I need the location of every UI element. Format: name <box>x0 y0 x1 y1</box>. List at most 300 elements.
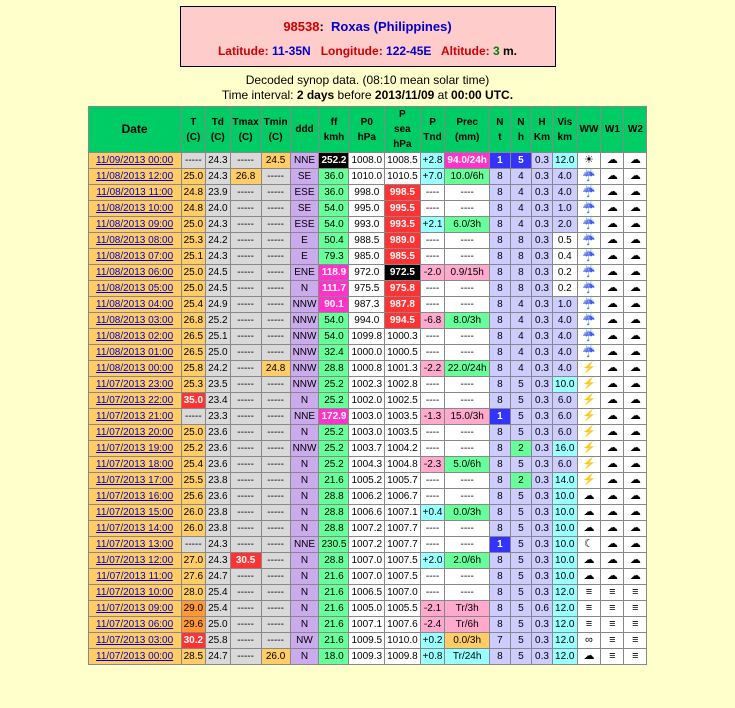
weather-symbol-w1 <box>601 185 624 201</box>
cell-tmax: ----- <box>230 233 261 249</box>
cloud-icon: ☁ <box>606 266 618 278</box>
weather-symbol-ww <box>577 249 601 265</box>
cell-ff: 90.1 <box>319 297 349 313</box>
cell-vis: 0.2 <box>553 265 577 281</box>
column-header-psea: P sea hPa <box>385 107 421 153</box>
cell-td: 23.4 <box>206 393 230 409</box>
cell-tmin: ----- <box>261 553 290 569</box>
row-date-link[interactable]: 11/08/2013 09:00 <box>88 217 181 233</box>
cell-ddd: NNE <box>290 537 319 553</box>
cell-ptnd: ---- <box>420 489 445 505</box>
cell-tmax: ----- <box>230 521 261 537</box>
cloud-icon: ☁ <box>629 554 641 566</box>
cell-p0: 1005.0 <box>349 601 385 617</box>
cell-tmin: ----- <box>261 217 290 233</box>
cell-vis: 0.5 <box>553 233 577 249</box>
row-date-link[interactable]: 11/07/2013 13:00 <box>88 537 181 553</box>
cell-p0: 1007.0 <box>349 553 385 569</box>
cell-t: 30.2 <box>181 633 205 649</box>
weather-symbol-w1 <box>601 601 624 617</box>
cell-n: 8 <box>489 441 510 457</box>
cell-t: 25.3 <box>181 377 205 393</box>
cell-psea: 993.5 <box>385 217 421 233</box>
weather-symbol-ww <box>577 185 601 201</box>
row-date-link[interactable]: 11/07/2013 17:00 <box>88 473 181 489</box>
cell-tmin: ----- <box>261 329 290 345</box>
cell-ptnd: ---- <box>420 425 445 441</box>
row-date-link[interactable]: 11/07/2013 15:00 <box>88 505 181 521</box>
cell-t: 25.4 <box>181 457 205 473</box>
cell-nh: 5 <box>510 505 531 521</box>
cell-td: 23.3 <box>206 409 230 425</box>
row-date-link[interactable]: 11/08/2013 01:00 <box>88 345 181 361</box>
column-header-tmax: Tmax (C) <box>230 107 261 153</box>
cell-td: 24.7 <box>206 649 230 665</box>
row-date-link[interactable]: 11/08/2013 12:00 <box>88 169 181 185</box>
row-date-link[interactable]: 11/07/2013 16:00 <box>88 489 181 505</box>
row-date-link[interactable]: 11/08/2013 10:00 <box>88 201 181 217</box>
cloud-icon: ☁ <box>629 330 641 342</box>
cell-vis: 10.0 <box>553 505 577 521</box>
cell-n: 8 <box>489 217 510 233</box>
station-number: 98538 <box>283 19 320 34</box>
weather-symbol-w1 <box>601 473 624 489</box>
cell-psea: 1004.8 <box>385 457 421 473</box>
cell-tmax: ----- <box>230 361 261 377</box>
cell-tmin: 24.5 <box>261 153 290 169</box>
rain-icon: ☔ <box>582 218 596 230</box>
rain-icon: ☔ <box>582 346 596 358</box>
cell-prec: Tr/24h <box>445 649 489 665</box>
cell-p0: 1007.2 <box>349 537 385 553</box>
cell-tmin: ----- <box>261 313 290 329</box>
latitude-label: Latitude: <box>217 44 269 58</box>
cell-h: 0.3 <box>531 281 552 297</box>
table-row <box>88 153 647 169</box>
row-date-link[interactable]: 11/07/2013 20:00 <box>88 425 181 441</box>
cell-nh: 5 <box>510 585 531 601</box>
cell-t: 24.8 <box>181 201 205 217</box>
cloud-icon: ☁ <box>629 394 641 406</box>
weather-symbol-w2 <box>624 537 647 553</box>
rain-icon: ☔ <box>582 250 596 262</box>
cell-h: 0.3 <box>531 617 552 633</box>
cloud-icon: ☁ <box>629 202 641 214</box>
cell-vis: 12.0 <box>553 153 577 169</box>
cell-p0: 1007.0 <box>349 569 385 585</box>
cell-t: 29.6 <box>181 617 205 633</box>
weather-symbol-w2 <box>624 345 647 361</box>
cell-h: 0.3 <box>531 169 552 185</box>
cell-ff: 36.0 <box>319 185 349 201</box>
cell-p0: 987.3 <box>349 297 385 313</box>
cloud-icon: ☁ <box>629 506 641 518</box>
cell-vis: 4.0 <box>553 313 577 329</box>
cell-n: 8 <box>489 249 510 265</box>
cell-p0: 1099.8 <box>349 329 385 345</box>
cloud-icon: ☁ <box>606 474 618 486</box>
cell-h: 0.3 <box>531 457 552 473</box>
cell-h: 0.3 <box>531 441 552 457</box>
cell-nh: 4 <box>510 361 531 377</box>
cell-ddd: ENE <box>290 265 319 281</box>
cell-ddd: N <box>290 473 319 489</box>
cell-p0: 1010.0 <box>349 169 385 185</box>
cell-h: 0.3 <box>531 473 552 489</box>
cell-h: 0.3 <box>531 569 552 585</box>
cell-prec: ---- <box>445 393 489 409</box>
cell-ptnd: ---- <box>420 393 445 409</box>
cell-tmin: ----- <box>261 441 290 457</box>
row-date-link[interactable]: 11/08/2013 02:00 <box>88 329 181 345</box>
cloud-icon: ☁ <box>606 186 618 198</box>
weather-symbol-w2 <box>624 361 647 377</box>
haze-icon: ≡ <box>609 586 616 598</box>
table-row <box>88 617 647 633</box>
rain-icon: ☔ <box>582 202 596 214</box>
cell-nh: 2 <box>510 441 531 457</box>
cloud-icon: ☁ <box>606 490 618 502</box>
cloud-icon: ☁ <box>629 266 641 278</box>
cell-ptnd: -2.4 <box>420 617 445 633</box>
cell-td: 24.3 <box>206 249 230 265</box>
cell-td: 25.8 <box>206 633 230 649</box>
cell-nh: 5 <box>510 649 531 665</box>
row-date-link[interactable]: 11/07/2013 09:00 <box>88 601 181 617</box>
cell-ptnd: ---- <box>420 201 445 217</box>
cell-t: 25.0 <box>181 217 205 233</box>
table-row <box>88 521 647 537</box>
cell-ff: 28.8 <box>319 489 349 505</box>
table-row <box>88 265 647 281</box>
cell-vis: 12.0 <box>553 617 577 633</box>
cell-ptnd: ---- <box>420 537 445 553</box>
cell-ptnd: ---- <box>420 377 445 393</box>
weather-symbol-w1 <box>601 617 624 633</box>
row-date-link[interactable]: 11/08/2013 06:00 <box>88 265 181 281</box>
cell-psea: 1007.1 <box>385 505 421 521</box>
altitude-label: Altitude: <box>440 44 490 58</box>
weather-symbol-w1 <box>601 489 624 505</box>
cell-p0: 975.5 <box>349 281 385 297</box>
cell-vis: 4.0 <box>553 329 577 345</box>
row-date-link[interactable]: 11/08/2013 08:00 <box>88 233 181 249</box>
cloud-icon: ☁ <box>606 362 618 374</box>
cell-prec: ---- <box>445 329 489 345</box>
haze-icon: ≡ <box>632 650 639 662</box>
weather-symbol-w1 <box>601 265 624 281</box>
cell-ptnd: -6.8 <box>420 313 445 329</box>
rain-icon: ☔ <box>582 266 596 278</box>
haze-icon: ≡ <box>609 618 616 630</box>
weather-symbol-w1 <box>601 457 624 473</box>
weather-symbol-ww <box>577 537 601 553</box>
weather-symbol-w2 <box>624 441 647 457</box>
weather-symbol-w1 <box>601 537 624 553</box>
cell-tmin: ----- <box>261 617 290 633</box>
row-date-link[interactable]: 11/07/2013 00:00 <box>88 649 181 665</box>
weather-symbol-w1 <box>601 521 624 537</box>
cell-ddd: N <box>290 521 319 537</box>
weather-symbol-ww <box>577 617 601 633</box>
cell-ptnd: ---- <box>420 473 445 489</box>
cell-psea: 1000.5 <box>385 345 421 361</box>
cloud-icon: ☁ <box>629 458 641 470</box>
cell-vis: 12.0 <box>553 585 577 601</box>
column-header-vis: Vis km <box>553 107 577 153</box>
cell-tmax: ----- <box>230 217 261 233</box>
row-date-link[interactable]: 11/07/2013 12:00 <box>88 553 181 569</box>
cell-nh: 5 <box>510 633 531 649</box>
weather-symbol-ww <box>577 441 601 457</box>
cell-vis: 2.0 <box>553 217 577 233</box>
weather-symbol-w1 <box>601 233 624 249</box>
cell-td: 24.5 <box>206 265 230 281</box>
cloud-icon: ☁ <box>606 346 618 358</box>
weather-symbol-w2 <box>624 505 647 521</box>
cell-psea: 1004.2 <box>385 441 421 457</box>
row-date-link[interactable]: 11/07/2013 18:00 <box>88 457 181 473</box>
cell-td: 23.8 <box>206 505 230 521</box>
cell-nh: 5 <box>510 393 531 409</box>
cell-prec: ---- <box>445 521 489 537</box>
cloud-icon: ☁ <box>606 218 618 230</box>
weather-symbol-ww <box>577 585 601 601</box>
cell-h: 0.3 <box>531 217 552 233</box>
cloud-icon: ☁ <box>629 538 641 550</box>
longitude-label: Longitude: <box>320 44 383 58</box>
column-header-date: Date <box>88 107 181 153</box>
weather-symbol-w2 <box>624 601 647 617</box>
cell-nh: 5 <box>510 601 531 617</box>
cell-p0: 1007.1 <box>349 617 385 633</box>
row-date-link[interactable]: 11/07/2013 23:00 <box>88 377 181 393</box>
cell-n: 8 <box>489 553 510 569</box>
column-header-prec: Prec (mm) <box>445 107 489 153</box>
column-header-h: H Km <box>531 107 552 153</box>
row-date-link[interactable]: 11/08/2013 00:00 <box>88 361 181 377</box>
cell-t: 25.4 <box>181 297 205 313</box>
cell-t: ----- <box>181 409 205 425</box>
cell-p0: 988.5 <box>349 233 385 249</box>
cloud-icon: ☁ <box>629 522 641 534</box>
station-name: Roxas (Philippines) <box>331 19 452 34</box>
cell-prec: 2.0/6h <box>445 553 489 569</box>
cell-tmax: ----- <box>230 345 261 361</box>
table-row <box>88 185 647 201</box>
cell-n: 8 <box>489 425 510 441</box>
cell-n: 8 <box>489 281 510 297</box>
cell-ff: 21.6 <box>319 617 349 633</box>
cell-ptnd: +2.0 <box>420 553 445 569</box>
cloud-icon: ☁ <box>606 410 618 422</box>
column-header-ww: WW <box>577 107 601 153</box>
cell-ff: 25.2 <box>319 393 349 409</box>
weather-symbol-ww <box>577 217 601 233</box>
cell-tmax: ----- <box>230 633 261 649</box>
weather-symbol-ww <box>577 457 601 473</box>
rain-icon: ☔ <box>582 234 596 246</box>
cell-ptnd: ---- <box>420 585 445 601</box>
cell-tmax: ----- <box>230 505 261 521</box>
cell-tmin: ----- <box>261 201 290 217</box>
cell-ff: 21.6 <box>319 601 349 617</box>
cloud-icon: ☁ <box>629 362 641 374</box>
cloud-icon: ☁ <box>583 554 595 566</box>
row-date-link[interactable]: 11/07/2013 11:00 <box>88 569 181 585</box>
row-date-link[interactable]: 11/07/2013 14:00 <box>88 521 181 537</box>
cell-prec: 10.0/6h <box>445 169 489 185</box>
cell-prec: ---- <box>445 249 489 265</box>
cell-p0: 1002.0 <box>349 393 385 409</box>
row-date-link[interactable]: 11/07/2013 03:00 <box>88 633 181 649</box>
table-row <box>88 377 647 393</box>
table-row <box>88 329 647 345</box>
cell-psea: 1007.7 <box>385 521 421 537</box>
cloud-icon: ☁ <box>606 234 618 246</box>
row-date-link[interactable]: 11/07/2013 06:00 <box>88 617 181 633</box>
cell-prec: ---- <box>445 233 489 249</box>
cell-tmin: 26.0 <box>261 649 290 665</box>
column-header-ff: ff kmh <box>319 107 349 153</box>
cell-ptnd: -2.0 <box>420 265 445 281</box>
row-date-link[interactable]: 11/07/2013 10:00 <box>88 585 181 601</box>
haze-icon: ≡ <box>609 602 616 614</box>
cell-n: 1 <box>489 409 510 425</box>
table-row <box>88 489 647 505</box>
cell-tmax: ----- <box>230 377 261 393</box>
cell-tmax: ----- <box>230 329 261 345</box>
cell-tmin: ----- <box>261 569 290 585</box>
cell-h: 0.3 <box>531 489 552 505</box>
row-date-link[interactable]: 11/08/2013 11:00 <box>88 185 181 201</box>
row-date-link[interactable]: 11/07/2013 21:00 <box>88 409 181 425</box>
cloud-icon: ☁ <box>606 442 618 454</box>
cell-ff: 28.8 <box>319 505 349 521</box>
cloud-icon: ☁ <box>583 570 595 582</box>
row-date-link[interactable]: 11/08/2013 03:00 <box>88 313 181 329</box>
cell-n: 8 <box>489 345 510 361</box>
cell-prec: ---- <box>445 569 489 585</box>
weather-symbol-w2 <box>624 553 647 569</box>
weather-symbol-ww <box>577 345 601 361</box>
weather-symbol-ww <box>577 553 601 569</box>
weather-symbol-ww <box>577 377 601 393</box>
cell-ff: 25.2 <box>319 441 349 457</box>
weather-symbol-w1 <box>601 553 624 569</box>
weather-symbol-w2 <box>624 313 647 329</box>
cell-prec: 0.0/3h <box>445 505 489 521</box>
cell-h: 0.3 <box>531 329 552 345</box>
cell-vis: 10.0 <box>553 553 577 569</box>
cell-vis: 1.0 <box>553 297 577 313</box>
cell-n: 8 <box>489 329 510 345</box>
cell-prec: 22.0/24h <box>445 361 489 377</box>
station-title: 98538: Roxas (Philippines) <box>283 19 452 34</box>
cell-td: 25.2 <box>206 313 230 329</box>
cloud-icon: ☁ <box>606 330 618 342</box>
cell-p0: 1003.0 <box>349 409 385 425</box>
cell-psea: 989.0 <box>385 233 421 249</box>
cell-p0: 1004.3 <box>349 457 385 473</box>
cell-tmin: ----- <box>261 633 290 649</box>
cloud-icon: ☁ <box>629 250 641 262</box>
cell-ddd: NNW <box>290 377 319 393</box>
altitude-unit: m. <box>503 44 518 58</box>
cell-tmax: ----- <box>230 601 261 617</box>
cloud-icon: ☁ <box>629 314 641 326</box>
cell-p0: 1006.6 <box>349 505 385 521</box>
cell-tmax: ----- <box>230 297 261 313</box>
station-header-box <box>180 6 556 67</box>
cell-tmin: ----- <box>261 521 290 537</box>
cell-h: 0.3 <box>531 249 552 265</box>
cell-psea: 987.8 <box>385 297 421 313</box>
cell-td: 24.5 <box>206 281 230 297</box>
row-date-link[interactable]: 11/09/2013 00:00 <box>88 153 181 169</box>
row-date-link[interactable]: 11/07/2013 19:00 <box>88 441 181 457</box>
weather-symbol-ww <box>577 473 601 489</box>
cell-psea: 972.5 <box>385 265 421 281</box>
weather-symbol-w1 <box>601 297 624 313</box>
cell-ptnd: ---- <box>420 345 445 361</box>
cell-ff: 25.2 <box>319 425 349 441</box>
cell-vis: 10.0 <box>553 569 577 585</box>
cell-ff: 25.2 <box>319 457 349 473</box>
lightning-icon: ⚡ <box>582 410 596 422</box>
cell-psea: 1007.7 <box>385 537 421 553</box>
cell-tmax: ----- <box>230 153 261 169</box>
weather-symbol-ww <box>577 361 601 377</box>
row-date-link[interactable]: 11/07/2013 22:00 <box>88 393 181 409</box>
cell-td: 24.3 <box>206 153 230 169</box>
cell-nh: 5 <box>510 537 531 553</box>
cell-p0: 1006.5 <box>349 585 385 601</box>
cell-t: 25.3 <box>181 233 205 249</box>
cell-psea: 1005.7 <box>385 473 421 489</box>
cell-ff: 28.8 <box>319 361 349 377</box>
cell-td: 25.0 <box>206 617 230 633</box>
cell-nh: 5 <box>510 425 531 441</box>
cell-ptnd: -2.1 <box>420 601 445 617</box>
lightning-icon: ⚡ <box>582 362 596 374</box>
row-date-link[interactable]: 11/08/2013 04:00 <box>88 297 181 313</box>
haze-icon: ≡ <box>585 586 593 598</box>
cell-h: 0.3 <box>531 297 552 313</box>
station-coords <box>185 44 551 58</box>
cell-ptnd: ---- <box>420 185 445 201</box>
cell-tmax: ----- <box>230 393 261 409</box>
cloud-icon: ☁ <box>606 314 618 326</box>
cloud-icon: ☁ <box>606 426 618 438</box>
cell-t: 24.8 <box>181 185 205 201</box>
row-date-link[interactable]: 11/08/2013 05:00 <box>88 281 181 297</box>
haze-icon: ≡ <box>632 618 639 630</box>
cell-nh: 8 <box>510 249 531 265</box>
cell-td: 23.6 <box>206 441 230 457</box>
lightning-icon: ⚡ <box>582 426 596 438</box>
row-date-link[interactable]: 11/08/2013 07:00 <box>88 249 181 265</box>
cell-ff: 25.2 <box>319 377 349 393</box>
weather-symbol-w2 <box>624 201 647 217</box>
cell-tmin: ----- <box>261 425 290 441</box>
cell-t: 25.6 <box>181 489 205 505</box>
weather-symbol-w2 <box>624 649 647 665</box>
weather-symbol-w1 <box>601 249 624 265</box>
cell-p0: 1000.0 <box>349 345 385 361</box>
cell-t: 25.0 <box>181 281 205 297</box>
cell-h: 0.3 <box>531 393 552 409</box>
